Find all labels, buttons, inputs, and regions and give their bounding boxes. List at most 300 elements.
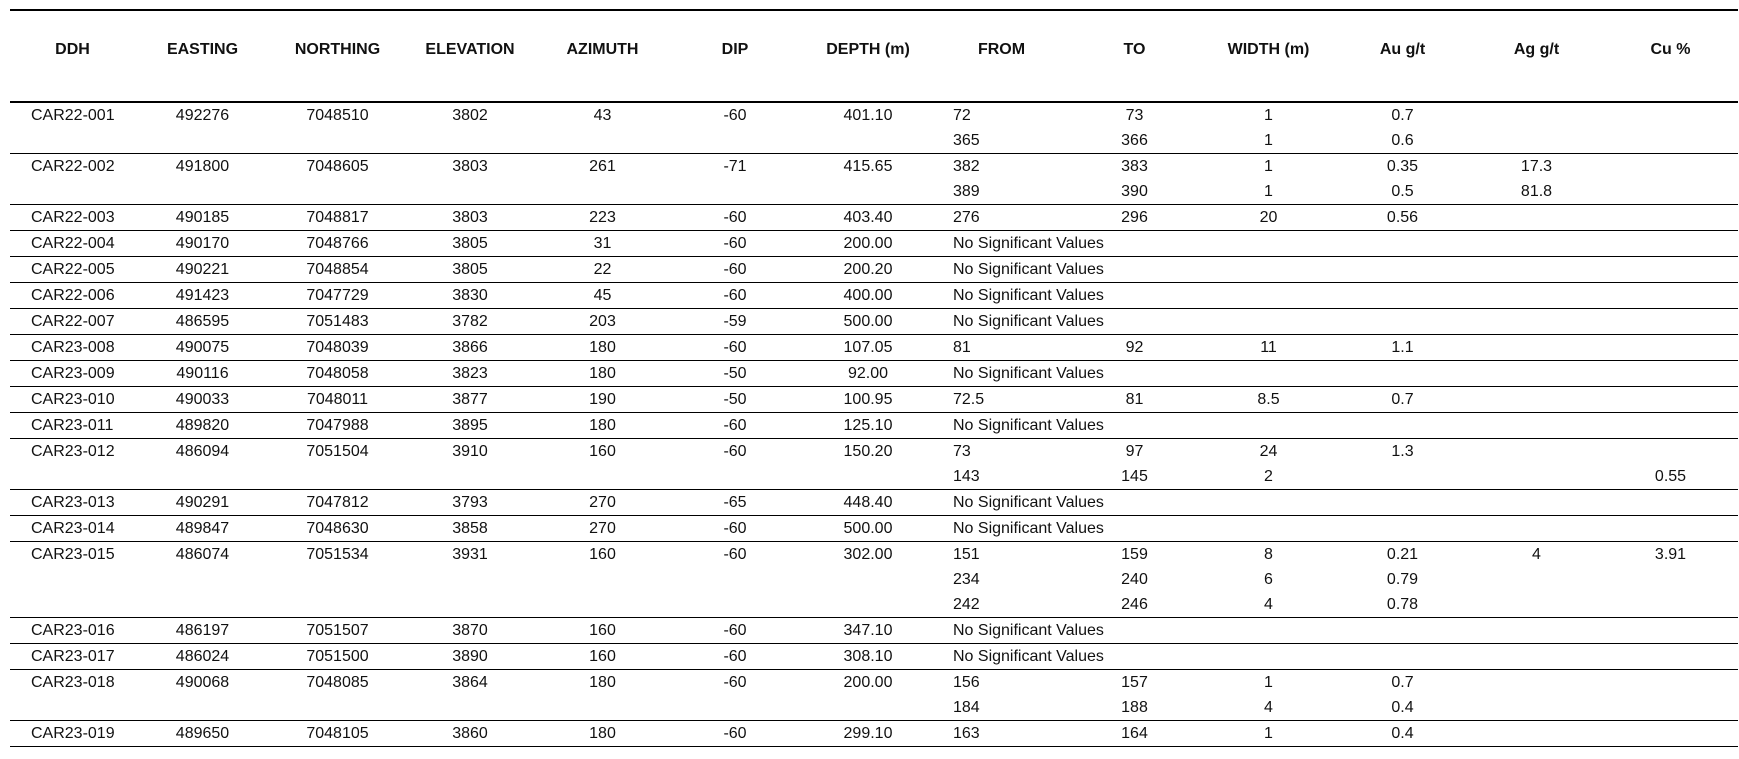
cell-empty [1603,257,1738,283]
cell-from: 234 [953,571,980,588]
cell-no-significant-values: No Significant Values [936,283,1067,309]
table-row [10,670,1738,696]
cell-azimuth: 160 [589,546,616,563]
cell-empty [1603,490,1738,516]
cell-to: 383 [1121,158,1148,175]
cell-depth: 125.10 [800,413,936,439]
cell-ddh: CAR23-010 [10,387,135,413]
cell-empty [1470,309,1603,335]
cell-depth: 308.10 [800,644,936,670]
cell-to: 73 [1125,107,1144,124]
cell-easting: 486074 [175,546,230,563]
cell-to: 240 [1121,571,1148,588]
cell-empty [1335,618,1470,644]
cell-depth: 299.10 [800,721,936,747]
header-ag: Ag g/t [1470,10,1603,102]
cell-au: 0.4 [1335,721,1470,747]
cell-empty [1335,361,1470,387]
cell-elevation: 3864 [452,674,488,691]
cell-no-significant-values: No Significant Values [936,644,1067,670]
cell-elevation: 3866 [405,335,535,361]
cell-elevation: 3830 [405,283,535,309]
cell-empty [1202,516,1335,542]
cell-elevation: 3931 [452,546,488,563]
cell-cu [1603,567,1738,592]
cell-depth: 403.40 [800,205,936,231]
cell-northing: 7047988 [270,413,405,439]
header-to: TO [1067,10,1202,102]
cell-no-significant-values: No Significant Values [936,231,1067,257]
cell-depth: 401.10 [843,107,893,124]
cell-easting: 490116 [135,361,270,387]
cell-depth: 415.65 [843,158,893,175]
cell-elevation: 3877 [405,387,535,413]
cell-ag [1470,205,1603,231]
table-row [10,439,1738,465]
cell-to: 390 [1067,179,1202,205]
cell-ddh [10,464,135,490]
cell-empty [1202,257,1335,283]
cell-dip [670,695,800,721]
table-row [10,592,1738,618]
cell-au: 0.79 [1386,571,1419,588]
cell-to: 145 [1067,464,1202,490]
cell-width: 4 [1202,592,1335,618]
table-row [10,361,1738,387]
cell-easting [135,464,270,490]
cell-cu [1603,205,1738,231]
cell-au: 0.56 [1335,205,1470,231]
cell-cu [1603,102,1738,128]
cell-to: 246 [1067,592,1202,618]
header-dip: DIP [670,10,800,102]
cell-easting: 489650 [135,721,270,747]
cell-azimuth: 270 [535,516,670,542]
cell-northing: 7048039 [270,335,405,361]
cell-width: 24 [1259,443,1278,460]
cell-northing: 7048510 [306,107,369,124]
cell-azimuth: 160 [535,644,670,670]
cell-easting: 490221 [135,257,270,283]
cell-elevation: 3793 [405,490,535,516]
cell-azimuth: 180 [535,413,670,439]
cell-au: 0.78 [1335,592,1470,618]
table-row [10,516,1738,542]
cell-width: 1 [1202,721,1335,747]
cell-dip: -60 [670,205,800,231]
cell-northing: 7047729 [270,283,405,309]
cell-northing: 7048605 [306,158,369,175]
cell-width: 6 [1264,571,1273,588]
cell-depth [800,695,936,721]
cell-from: 72.5 [936,387,1067,413]
cell-easting: 486024 [135,644,270,670]
cell-ddh: CAR22-005 [10,257,135,283]
cell-empty [1202,361,1335,387]
cell-dip: -60 [670,618,800,644]
cell-ddh: CAR22-004 [10,231,135,257]
cell-cu [1603,439,1738,465]
cell-empty [1202,309,1335,335]
cell-ddh: CAR23-019 [10,721,135,747]
table-row [10,154,1738,180]
cell-cu [1603,179,1738,205]
cell-empty [1335,516,1470,542]
cell-dip: -60 [670,516,800,542]
table-body [10,102,1738,747]
cell-to: 92 [1067,335,1202,361]
cell-width: 8 [1264,546,1273,563]
cell-easting [135,567,270,592]
cell-ddh: CAR23-008 [10,335,135,361]
cell-northing [270,464,405,490]
cell-width: 1 [1264,158,1273,175]
header-northing: NORTHING [270,10,405,102]
cell-easting: 490033 [135,387,270,413]
cell-au: 1.3 [1391,443,1414,460]
cell-dip: -60 [723,674,747,691]
cell-no-significant-values: No Significant Values [936,257,1067,283]
cell-elevation: 3805 [405,257,535,283]
cell-width: 4 [1202,695,1335,721]
cell-to: 164 [1067,721,1202,747]
cell-ag [1470,721,1603,747]
cell-empty [1335,231,1470,257]
cell-dip: -71 [723,158,747,175]
table-row [10,309,1738,335]
cell-northing: 7048630 [270,516,405,542]
cell-dip [670,128,800,154]
cell-empty [1603,283,1738,309]
cell-ag [1470,695,1603,721]
cell-empty [1202,231,1335,257]
cell-dip: -50 [670,361,800,387]
cell-depth: 500.00 [800,516,936,542]
cell-ddh: CAR23-018 [31,674,115,691]
cell-depth: 200.00 [800,231,936,257]
table-row [10,102,1738,128]
cell-northing: 7051483 [270,309,405,335]
cell-elevation [405,128,535,154]
cell-empty [1603,413,1738,439]
cell-empty [1470,231,1603,257]
cell-au: 0.35 [1386,158,1419,175]
cell-from: 184 [936,695,1067,721]
header-easting: EASTING [135,10,270,102]
cell-depth: 107.05 [800,335,936,361]
cell-no-significant-values: No Significant Values [936,413,1067,439]
cell-cu [1603,592,1738,618]
cell-northing: 7048817 [270,205,405,231]
header-from: FROM [936,10,1067,102]
cell-to: 157 [1121,674,1148,691]
cell-azimuth: 223 [535,205,670,231]
table-row [10,387,1738,413]
cell-width: 11 [1202,335,1335,361]
cell-dip [670,179,800,205]
cell-ag: 17.3 [1520,158,1553,175]
cell-azimuth: 31 [535,231,670,257]
cell-elevation: 3802 [452,107,488,124]
cell-dip: -60 [723,107,747,124]
cell-easting: 486595 [135,309,270,335]
cell-azimuth: 43 [593,107,612,124]
cell-empty [1470,516,1603,542]
cell-au: 0.6 [1335,128,1470,154]
cell-cu: 3.91 [1654,546,1687,563]
cell-empty [1335,283,1470,309]
cell-to: 97 [1125,443,1144,460]
cell-au: 0.7 [1391,674,1414,691]
cell-from: 163 [936,721,1067,747]
cell-ddh: CAR22-007 [10,309,135,335]
cell-easting: 489820 [135,413,270,439]
header-cu: Cu % [1603,10,1738,102]
cell-to: 188 [1067,695,1202,721]
cell-cu [1603,670,1738,696]
cell-easting: 489847 [135,516,270,542]
cell-elevation: 3870 [405,618,535,644]
cell-empty [1603,618,1738,644]
cell-azimuth [535,128,670,154]
cell-dip [670,592,800,618]
cell-empty [1470,490,1603,516]
cell-elevation: 3858 [405,516,535,542]
cell-empty [1202,644,1335,670]
cell-empty [1470,361,1603,387]
cell-azimuth: 180 [535,361,670,387]
cell-depth: 500.00 [800,309,936,335]
cell-azimuth [535,695,670,721]
cell-from: 365 [936,128,1067,154]
cell-to: 81 [1067,387,1202,413]
cell-ddh [10,128,135,154]
cell-no-significant-values: No Significant Values [936,309,1067,335]
cell-easting: 491423 [135,283,270,309]
cell-northing [270,179,405,205]
cell-width: 1 [1202,179,1335,205]
cell-cu [1603,721,1738,747]
cell-depth: 200.20 [800,257,936,283]
cell-ag [1470,670,1603,696]
cell-ddh: CAR23-017 [10,644,135,670]
cell-elevation [405,695,535,721]
cell-easting: 491800 [175,158,230,175]
cell-empty [1202,618,1335,644]
cell-easting: 490075 [135,335,270,361]
cell-easting [135,179,270,205]
cell-easting: 490291 [135,490,270,516]
cell-from: 73 [953,443,971,460]
cell-depth: 150.20 [843,443,893,460]
cell-dip: -60 [670,257,800,283]
cell-northing [270,567,405,592]
table-row [10,721,1738,747]
cell-width: 20 [1202,205,1335,231]
cell-depth: 400.00 [800,283,936,309]
cell-depth [800,179,936,205]
cell-depth: 200.00 [843,674,893,691]
cell-dip [670,464,800,490]
cell-dip: -50 [670,387,800,413]
cell-ddh [10,592,135,618]
cell-ag [1470,439,1603,465]
cell-from: 389 [936,179,1067,205]
cell-empty [1335,257,1470,283]
cell-ddh: CAR22-002 [31,158,115,175]
cell-northing: 7048011 [270,387,405,413]
cell-to: 296 [1067,205,1202,231]
cell-ddh [10,695,135,721]
cell-width: 1 [1264,107,1273,124]
cell-elevation: 3803 [452,158,488,175]
header-ddh: DDH [10,10,135,102]
cell-au: 0.21 [1386,546,1419,563]
cell-azimuth [535,592,670,618]
cell-to: 366 [1067,128,1202,154]
cell-empty [1603,231,1738,257]
cell-dip: -65 [670,490,800,516]
cell-no-significant-values: No Significant Values [936,516,1067,542]
cell-azimuth: 22 [535,257,670,283]
cell-empty [1603,361,1738,387]
cell-azimuth: 160 [589,443,616,460]
cell-empty [1470,413,1603,439]
cell-northing: 7048766 [270,231,405,257]
cell-from: 72 [953,107,971,124]
cell-azimuth: 190 [535,387,670,413]
cell-no-significant-values: No Significant Values [936,618,1067,644]
cell-empty [1603,309,1738,335]
cell-northing: 7048105 [270,721,405,747]
cell-depth [800,567,936,592]
cell-elevation [405,567,535,592]
cell-au: 1.1 [1335,335,1470,361]
cell-au: 0.4 [1335,695,1470,721]
cell-width: 1 [1202,128,1335,154]
cell-ddh [10,179,135,205]
cell-width: 1 [1264,674,1273,691]
cell-dip: -60 [670,283,800,309]
cell-ag: 81.8 [1470,179,1603,205]
cell-dip [670,567,800,592]
cell-azimuth [535,179,670,205]
cell-au: 0.5 [1335,179,1470,205]
cell-northing: 7048058 [270,361,405,387]
cell-azimuth: 270 [535,490,670,516]
cell-easting: 490185 [135,205,270,231]
cell-elevation: 3803 [405,205,535,231]
cell-empty [1335,309,1470,335]
cell-from: 143 [936,464,1067,490]
table-row [10,413,1738,439]
cell-depth [800,128,936,154]
cell-easting: 486094 [175,443,230,460]
cell-dip: -60 [670,231,800,257]
cell-ag [1470,102,1603,128]
cell-elevation [405,592,535,618]
cell-ag [1470,592,1603,618]
cell-width: 2 [1202,464,1335,490]
cell-from: 242 [936,592,1067,618]
cell-no-significant-values: No Significant Values [936,361,1067,387]
cell-depth: 92.00 [800,361,936,387]
table-row [10,567,1738,592]
cell-to: 159 [1121,546,1148,563]
table-row [10,335,1738,361]
cell-dip: -60 [670,335,800,361]
cell-ag [1470,335,1603,361]
cell-ddh: CAR23-015 [31,546,115,563]
cell-easting [135,592,270,618]
cell-from: 382 [953,158,980,175]
cell-ag [1470,567,1603,592]
cell-empty [1202,413,1335,439]
cell-from: 156 [953,674,980,691]
cell-from: 276 [936,205,1067,231]
cell-elevation: 3805 [405,231,535,257]
cell-azimuth: 203 [535,309,670,335]
header-row [10,10,1738,102]
drill-results-table [10,9,1738,747]
cell-azimuth [535,567,670,592]
cell-empty [1470,644,1603,670]
cell-ddh: CAR22-001 [31,107,115,124]
cell-ddh: CAR23-012 [31,443,115,460]
cell-empty [1603,516,1738,542]
cell-elevation: 3823 [405,361,535,387]
cell-depth [800,592,936,618]
table-row [10,644,1738,670]
cell-easting [135,695,270,721]
header-elevation: ELEVATION [405,10,535,102]
table-row [10,618,1738,644]
cell-ddh: CAR23-011 [10,413,135,439]
cell-northing: 7051534 [306,546,369,563]
cell-northing: 7047812 [270,490,405,516]
cell-elevation: 3910 [452,443,488,460]
cell-northing: 7048854 [270,257,405,283]
header-au: Au g/t [1335,10,1470,102]
cell-northing: 7051500 [270,644,405,670]
cell-easting [135,128,270,154]
cell-easting: 490170 [135,231,270,257]
cell-elevation [405,464,535,490]
cell-au: 0.7 [1335,387,1470,413]
cell-empty [1603,644,1738,670]
table-row [10,542,1738,568]
cell-au: 0.7 [1391,107,1414,124]
cell-ddh: CAR23-013 [10,490,135,516]
table-row [10,179,1738,205]
cell-elevation: 3890 [405,644,535,670]
cell-dip: -60 [670,721,800,747]
cell-ag: 4 [1532,546,1541,563]
cell-depth: 448.40 [800,490,936,516]
table-row [10,205,1738,231]
cell-ag [1470,464,1603,490]
cell-dip: -60 [670,413,800,439]
table-row [10,695,1738,721]
cell-ddh: CAR22-006 [10,283,135,309]
cell-easting: 492276 [175,107,230,124]
cell-empty [1470,618,1603,644]
cell-empty [1470,257,1603,283]
table-row [10,464,1738,490]
cell-ddh: CAR23-009 [10,361,135,387]
cell-empty [1335,644,1470,670]
table-row [10,490,1738,516]
